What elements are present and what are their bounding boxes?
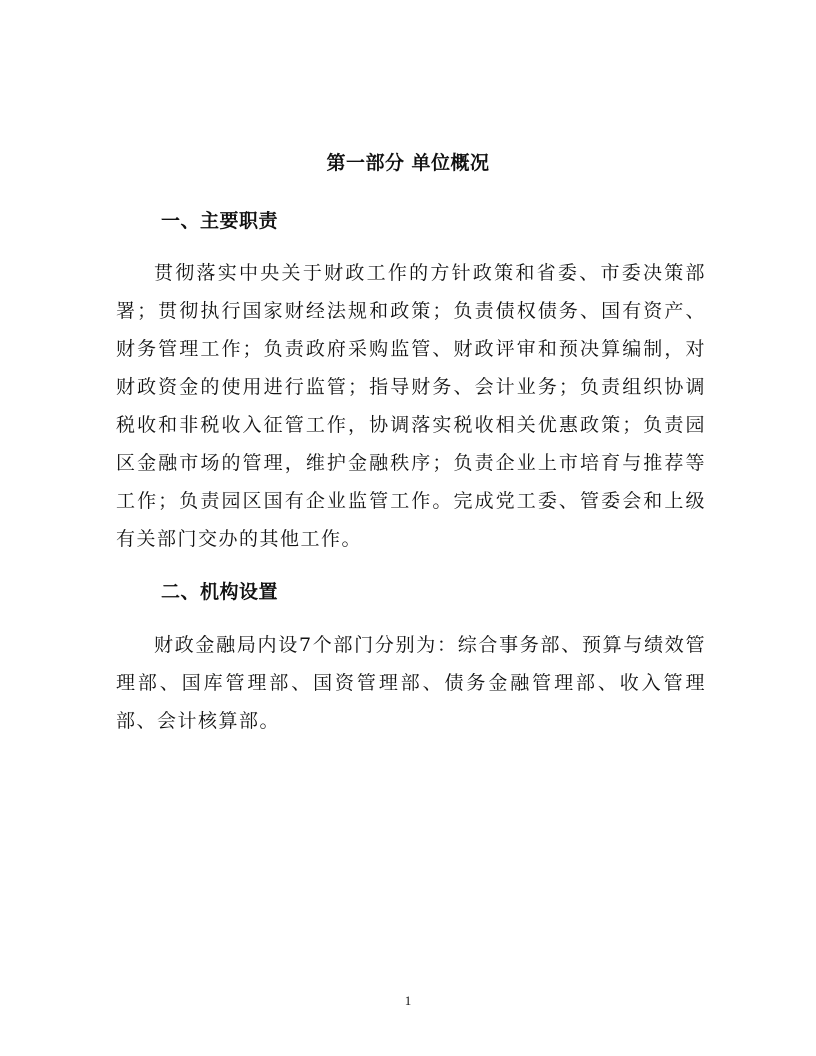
section-heading-main-duties: 一、主要职责 — [161, 210, 279, 232]
page-number: 1 — [404, 993, 412, 1008]
page-title: 第一部分 单位概况 — [326, 152, 490, 174]
organization-paragraph: 财政金融局内设7个部门分别为：综合事务部、预算与绩效管理部、国库管理部、国资管理部、债务金融管理部、收入管理部、会计核算部。 — [116, 634, 706, 732]
section-heading-organization: 二、机构设置 — [161, 581, 279, 603]
main-duties-paragraph: 贯彻落实中央关于财政工作的方针政策和省委、市委决策部署；贯彻执行国家财经法规和政策；负责债权债务、国有资产、财务管理工作；负责政府采购监管、财政评审和预决算编制，对财政资金的使用进行监管；指导财务、会计业务；负责组织协调税收和非税收入征管工作，协调落实税收相关优惠政策；负责园区金融市场的管理，维护金融秩序；负责企业上市培育与推荐等工作；负责园区国有企业监管工作。完成党工委、管委会和上级有关部门交办的其他工作。 — [116, 262, 706, 550]
